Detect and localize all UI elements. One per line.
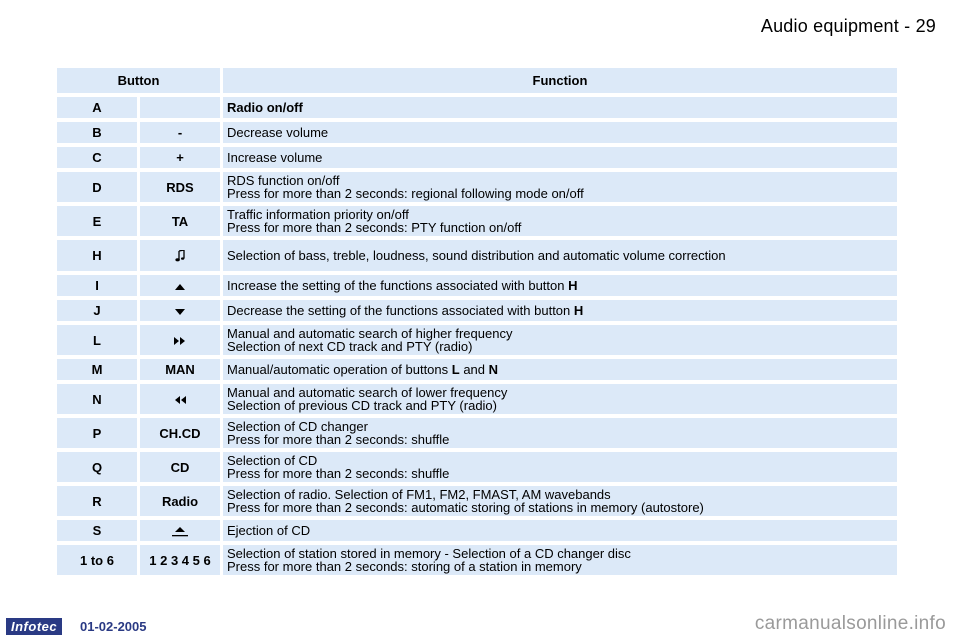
button-key: Q xyxy=(57,452,137,482)
table-row xyxy=(57,452,897,482)
function-text: Increase the setting of the functions associated with button xyxy=(227,278,569,293)
function-text: Traffic information priority on/off xyxy=(227,207,409,222)
function-line xyxy=(227,340,893,353)
function-text: Press for more than 2 seconds: storing of a station in memory xyxy=(227,559,582,574)
table-row xyxy=(57,240,897,271)
table-row xyxy=(57,172,897,202)
table-row xyxy=(57,122,897,143)
button-key: S xyxy=(57,520,137,541)
function-text: Selection of next CD track and PTY (radio) xyxy=(227,339,473,354)
function-description xyxy=(223,97,897,118)
function-text: Press for more than 2 seconds: automatic storing of stations in memory (autostore) xyxy=(227,500,704,515)
function-description xyxy=(223,520,897,541)
button-key: P xyxy=(57,418,137,448)
button-symbol: - xyxy=(140,122,220,143)
function-line xyxy=(227,151,893,164)
button-key: H xyxy=(57,240,137,271)
button-function-table xyxy=(57,68,903,575)
function-text: Radio on/off xyxy=(227,100,303,115)
function-description xyxy=(223,147,897,168)
button-key: A xyxy=(57,97,137,118)
function-text: Selection of radio. Selection of FM1, FM2, FMAST, AM wavebands xyxy=(227,487,611,502)
fast-forward-icon xyxy=(140,325,220,355)
button-key: M xyxy=(57,359,137,380)
function-description xyxy=(223,240,897,271)
function-description xyxy=(223,545,897,575)
button-symbol: CD xyxy=(140,452,220,482)
button-symbol xyxy=(140,97,220,118)
function-text: Selection of station stored in memory - Selection of a CD changer disc xyxy=(227,546,631,561)
watermark: carmanualsonline.info xyxy=(754,613,946,634)
function-text: Decrease volume xyxy=(227,125,329,140)
function-description xyxy=(223,384,897,414)
function-text: Manual/automatic operation of buttons xyxy=(227,362,452,377)
function-description xyxy=(223,122,897,143)
arrow-down-icon xyxy=(140,300,220,321)
table-row xyxy=(57,359,897,380)
function-description xyxy=(223,206,897,236)
button-symbol: 1 2 3 4 5 6 xyxy=(140,545,220,575)
function-text: Press for more than 2 seconds: regional following mode on/off xyxy=(227,186,584,201)
button-reference: H xyxy=(568,278,578,293)
button-symbol: CH.CD xyxy=(140,418,220,448)
table-row xyxy=(57,486,897,516)
music-note-icon xyxy=(140,240,220,271)
function-description xyxy=(223,486,897,516)
button-key: E xyxy=(57,206,137,236)
button-symbol: Radio xyxy=(140,486,220,516)
button-key: R xyxy=(57,486,137,516)
function-description xyxy=(223,452,897,482)
function-line xyxy=(227,101,893,114)
button-key: C xyxy=(57,147,137,168)
table-row xyxy=(57,206,897,236)
function-description xyxy=(223,325,897,355)
table-row xyxy=(57,418,897,448)
footer-date: 01-02-2005 xyxy=(80,619,147,634)
function-line xyxy=(227,187,893,200)
footer xyxy=(0,610,960,640)
function-line xyxy=(227,433,893,446)
table-row xyxy=(57,545,897,575)
function-text: Selection of bass, treble, loudness, sound distribution and automatic volume correction xyxy=(227,248,726,263)
button-symbol: TA xyxy=(140,206,220,236)
function-text: Ejection of CD xyxy=(227,523,311,538)
button-symbol: + xyxy=(140,147,220,168)
function-line xyxy=(227,399,893,412)
function-description xyxy=(223,172,897,202)
function-line xyxy=(227,221,893,234)
button-key: N xyxy=(57,384,137,414)
table-row xyxy=(57,147,897,168)
function-text: Press for more than 2 seconds: shuffle xyxy=(227,466,450,481)
button-reference: L xyxy=(451,362,460,377)
function-text: Press for more than 2 seconds: shuffle xyxy=(227,432,450,447)
eject-icon xyxy=(140,520,220,541)
function-text: Increase volume xyxy=(227,150,323,165)
function-line xyxy=(227,524,893,537)
table-row xyxy=(57,97,897,118)
table-row xyxy=(57,300,897,321)
function-line xyxy=(227,279,893,292)
button-key: 1 to 6 xyxy=(57,545,137,575)
table-row xyxy=(57,384,897,414)
button-key: I xyxy=(57,275,137,296)
function-description xyxy=(223,300,897,321)
function-description xyxy=(223,359,897,380)
function-table xyxy=(54,64,900,579)
rewind-icon xyxy=(140,384,220,414)
function-text: Press for more than 2 seconds: PTY function on/off xyxy=(227,220,522,235)
function-text: Selection of CD xyxy=(227,453,318,468)
button-key: B xyxy=(57,122,137,143)
function-text: Selection of CD changer xyxy=(227,419,368,434)
infotec-logo: Infotec xyxy=(6,618,62,635)
header-button: Button xyxy=(57,68,220,93)
function-line xyxy=(227,467,893,480)
button-symbol: MAN xyxy=(140,359,220,380)
function-text: Manual and automatic search of lower frequency xyxy=(227,385,508,400)
table-row xyxy=(57,325,897,355)
function-description xyxy=(223,418,897,448)
function-text: Selection of previous CD track and PTY (radio) xyxy=(227,398,497,413)
function-line xyxy=(227,126,893,139)
button-reference: N xyxy=(488,362,499,377)
function-line xyxy=(227,501,893,514)
button-reference: H xyxy=(573,303,584,318)
header-function: Function xyxy=(223,68,897,93)
function-line xyxy=(227,249,893,262)
arrow-up-icon xyxy=(140,275,220,296)
function-line xyxy=(227,304,893,317)
button-key: D xyxy=(57,172,137,202)
function-text: Manual and automatic search of higher frequency xyxy=(227,326,513,341)
function-text: and xyxy=(459,362,489,377)
page-title: Audio equipment - 29 xyxy=(760,16,936,36)
table-row xyxy=(57,275,897,296)
function-line xyxy=(227,560,893,573)
function-description xyxy=(223,275,897,296)
button-symbol: RDS xyxy=(140,172,220,202)
table-row xyxy=(57,520,897,541)
function-text: RDS function on/off xyxy=(227,173,340,188)
function-text: Decrease the setting of the functions associated with button xyxy=(227,303,574,318)
function-line xyxy=(227,363,893,376)
button-key: L xyxy=(57,325,137,355)
button-key: J xyxy=(57,300,137,321)
